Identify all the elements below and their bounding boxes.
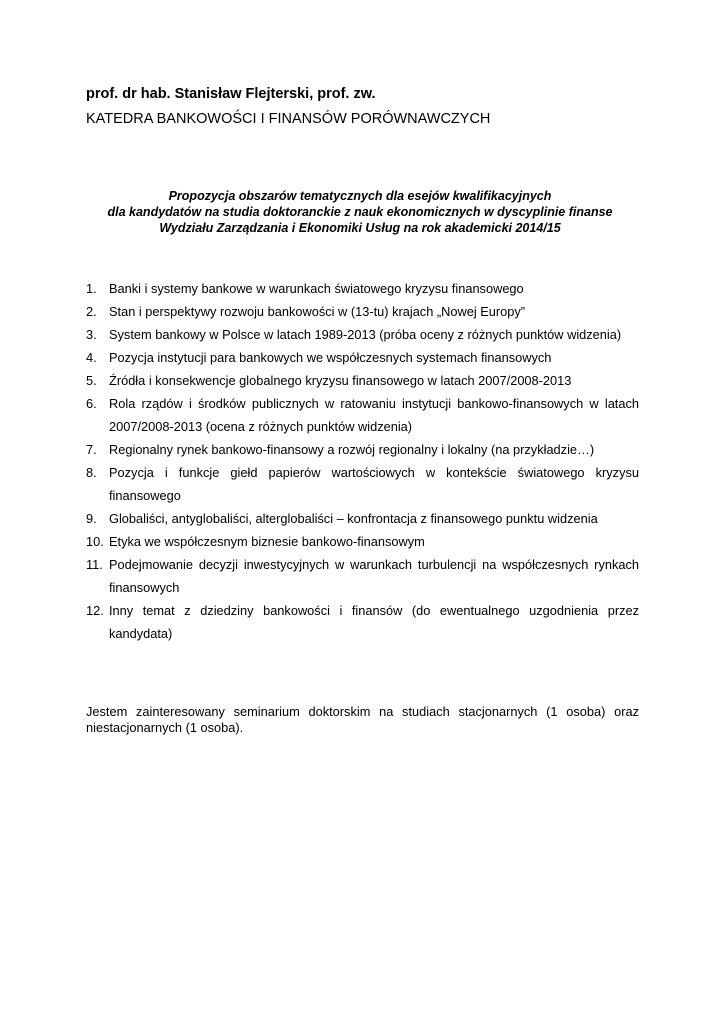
topic-item	[86, 346, 639, 369]
proposal-title	[60, 188, 660, 236]
topic-number: 11.	[86, 557, 103, 572]
topic-item	[86, 553, 639, 599]
topic-item	[86, 599, 639, 645]
topic-text: Etyka we współczesnym biznesie bankowo-finansowym	[109, 534, 425, 549]
topic-item	[86, 461, 639, 507]
topic-number: 4.	[86, 350, 97, 365]
topic-item	[86, 507, 639, 530]
department-name: KATEDRA BANKOWOŚCI I FINANSÓW PORÓWNAWCZYCH	[86, 111, 491, 127]
proposal-title-line: Wydziału Zarządzania i Ekonomiki Usług na rok akademicki 2014/15	[159, 221, 561, 235]
topic-item	[86, 323, 639, 346]
topic-number: 9.	[86, 511, 97, 526]
topic-text: Podejmowanie decyzji inwestycyjnych w warunkach turbulencji na współczesnych rynkach finansowych	[109, 557, 639, 595]
topic-item	[86, 530, 639, 553]
topic-text: Inny temat z dziedziny bankowości i finansów (do ewentualnego uzgodnienia przez kandydata)	[109, 603, 639, 641]
topic-item	[86, 300, 639, 323]
topic-text: Źródła i konsekwencje globalnego kryzysu finansowego w latach 2007/2008-2013	[109, 373, 572, 388]
topic-item	[86, 438, 639, 461]
topic-text: Rola rządów i środków publicznych w ratowaniu instytucji bankowo-finansowych w latach 2007/2008-2013 (ocena z różnych punktów widzenia)	[109, 396, 639, 434]
topic-text: Regionalny rynek bankowo-finansowy a rozwój regionalny i lokalny (na przykładzie…)	[109, 442, 595, 457]
topic-number: 12.	[86, 603, 104, 618]
topic-number: 1.	[86, 281, 97, 296]
seminar-statement: Jestem zainteresowany seminarium doktorskim na studiach stacjonarnych (1 osoba) oraz niestacjonarnych (1 osoba).	[86, 704, 639, 735]
topic-number: 8.	[86, 465, 97, 480]
topic-number: 5.	[86, 373, 97, 388]
topic-text: Globaliści, antyglobaliści, alterglobaliści – konfrontacja z finansowego punktu widzenia	[109, 511, 598, 526]
author-name: prof. dr hab. Stanisław Flejterski, prof. zw.	[86, 86, 376, 102]
topic-item	[86, 369, 639, 392]
topic-item	[86, 392, 639, 438]
topic-text: Banki i systemy bankowe w warunkach światowego kryzysu finansowego	[109, 281, 524, 296]
topic-number: 6.	[86, 396, 97, 411]
topic-text: Pozycja i funkcje giełd papierów wartościowych w kontekście światowego kryzysu finansowego	[109, 465, 639, 503]
proposal-title-line: Propozycja obszarów tematycznych dla esejów kwalifikacyjnych	[168, 189, 552, 203]
topic-text: Stan i perspektywy rozwoju bankowości w (13-tu) krajach „Nowej Europy”	[109, 304, 526, 319]
topic-number: 2.	[86, 304, 97, 319]
topic-text: System bankowy w Polsce w latach 1989-2013 (próba oceny z różnych punktów widzenia)	[109, 327, 622, 342]
topic-number: 3.	[86, 327, 97, 342]
proposal-title-line: dla kandydatów na studia doktoranckie z nauk ekonomicznych w dyscyplinie finanse	[107, 205, 613, 219]
topic-number: 7.	[86, 442, 97, 457]
topic-number: 10.	[86, 534, 104, 549]
topic-item	[86, 277, 639, 300]
topic-list	[86, 277, 639, 645]
topic-text: Pozycja instytucji para bankowych we współczesnych systemach finansowych	[109, 350, 552, 365]
